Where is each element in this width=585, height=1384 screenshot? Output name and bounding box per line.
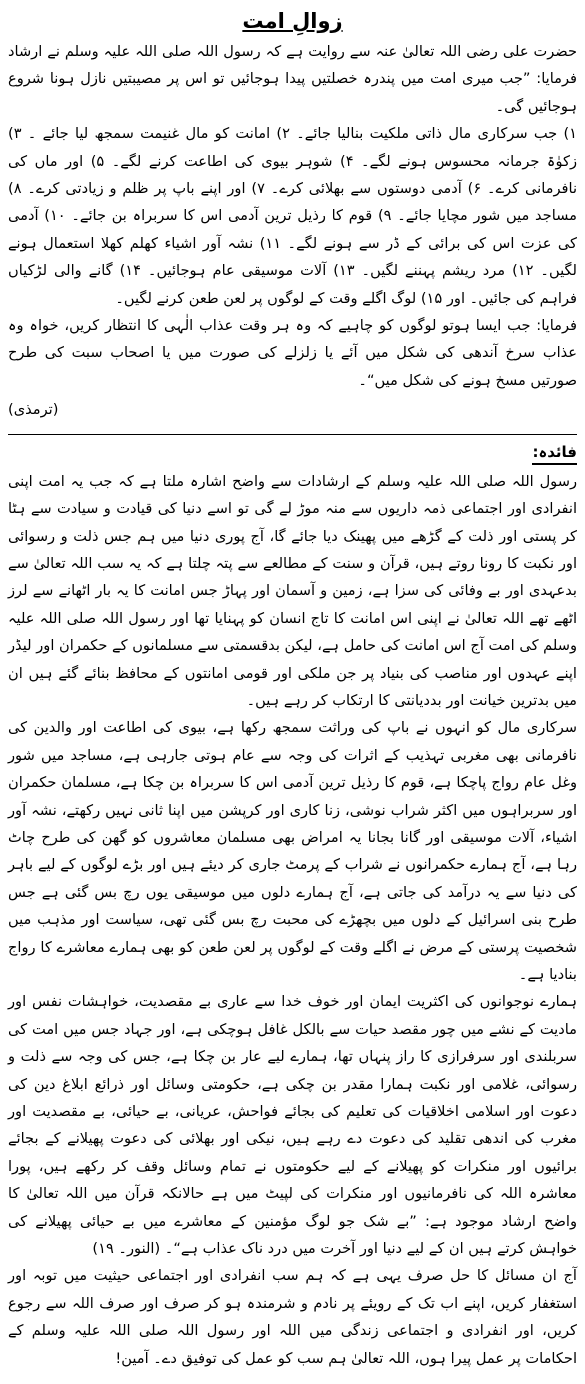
- benefit-heading: فائدہ:: [532, 441, 577, 465]
- hadith-source: (ترمذی): [8, 401, 59, 419]
- benefit-paragraph-2: سرکاری مال کو انہوں نے باپ کی وراثت سمجھ رکھا ہے، بیوی کی اطاعت اور والدین کی نافرمانی بھی مغربی تہذیب کے اثرات کی وجہ سے عام ہوتی جارہی ہے، مساجد میں شور وغل عام رواج پاچکا ہے، قوم کا رذیل ترین آدمی اس کا سربراہ بن چکا ہے، مسلمان حکمران اور سربراہوں میں اکثر شراب نوشی، زنا کاری اور کرپشن میں اپنا ثانی نہیں رکھتے، نشہ آور اشیاء، آلات موسیقی اور گانا بجانا یہ امراض بھی مسلمان معاشروں کو گھن کی طرح چاٹ رہا ہے، آج ہمارے حکمرانوں نے شراب کے پرمٹ جاری کر دیئے ہیں اور بڑے لوگوں کے لیے باہر کی دنیا سے یہ درآمد کی جاتی ہے، آج ہمارے دلوں میں موسیقی یوں رچ بس گئی ہے جس طرح بنی اسرائیل کے دلوں میں بچھڑے کی محبت رچ بس گئی تھی، سیاست اور مذہب میں شخصیت پرستی کے مرض نے اگلے وقت کے لوگوں پر لعن طعن کو بھی ہمارے معاشرے کا رواج بنادیا ہے۔: [8, 719, 577, 983]
- article-title: زوالِ امت: [242, 9, 343, 33]
- benefit-paragraph-4: آج ان مسائل کا حل صرف یہی ہے کہ ہم سب انفرادی اور اجتماعی حیثیت میں توبہ اور استغفار کریں، اپنے اب تک کے رویئے پر نادم و شرمندہ ہو کر صرف اور صرف اللہ سے رجوع کریں، اور انفرادی و اجتماعی زندگی میں اللہ اور رسول اللہ صلی اللہ علیہ وسلم کے احکامات پر عمل پیرا ہوں، اللہ تعالیٰ ہم سب کو عمل کی توفیق دے۔ آمین!: [8, 1267, 577, 1367]
- hadith-warning: فرمایا: جب ایسا ہوتو لوگوں کو چاہیے کہ وہ ہر وقت عذاب الٰہی کا انتظار کریں، خواہ وہ عذاب سرخ آندھی کی شکل میں آئے یا زلزلے کی صورت میں یا اصحاب سبت کی طرح صورتیں مسخ ہونے کی شکل میں“۔: [8, 317, 577, 389]
- section-divider: [8, 434, 577, 435]
- hadith-intro: حضرت علی رضی اللہ تعالیٰ عنہ سے روایت ہے کہ رسول اللہ صلی اللہ علیہ وسلم نے ارشاد فرمایا: ”جب میری امت میں پندرہ خصلتیں پیدا ہوجائیں تو اس پر مصیبتیں نازل ہونا شروع ہوجائیں گی۔: [8, 43, 577, 115]
- benefit-paragraph-3: ہمارے نوجوانوں کی اکثریت ایمان اور خوف خدا سے عاری بے مقصدیت، خواہشات نفس اور مادیت کے نشے میں چور مقصد حیات سے بالکل غافل ہوچکی ہے، اور جہاد جس میں امت کی سربلندی اور سرفرازی کا راز پنہاں تھا، ہمارے لیے عار بن چکا ہے، جس کی وجہ سے ذلت و رسوائی، غلامی اور نکبت ہمارا مقدر بن چکی ہے، حکومتی وسائل اور ذرائع ابلاغ دین کی دعوت اور اسلامی اخلاقیات کی تعلیم کی بجائے فواحش، عریانی، بے حیائی، بے مقصدیت اور مغرب کی اندھی تقلید کی دعوت دے رہے ہیں، نیکی اور بھلائی کی دعوت پھیلانے کے بجائے برائیوں اور منکرات کو پھیلانے کے لیے حکومتوں نے تمام وسائل وقف کر رکھے ہیں، پورا معاشرہ اللہ کی نافرمانیوں اور منکرات کی لپیٹ میں ہے حالانکہ قرآن میں اللہ تعالیٰ کا واضح ارشاد موجود ہے: ”بے شک جو لوگ مؤمنین کے معاشرے میں بے حیائی پھیلانے کی خواہش کرتے ہیں ان کے لیے دنیا اور آخرت میں درد ناک عذاب ہے“۔ (النور۔ ۱۹): [8, 993, 577, 1258]
- benefit-paragraph-1: رسول اللہ صلی اللہ علیہ وسلم کے ارشادات سے واضح اشارہ ملتا ہے کہ جب یہ امت اپنی انفرادی اور اجتماعی ذمہ داریوں سے منہ موڑ لے گی تو اسے دنیا کی قیادت و سیادت سے ہٹا کر پستی اور ذلت کے گڑھے میں پھینک دیا جائے گا، آج پوری دنیا میں ہم جس ذلت و رسوائی اور نکبت کا رونا روتے ہیں، قرآن و سنت کے مطالعے سے پتہ چلتا ہے کہ یہ سب اللہ تعالیٰ سے بدعہدی اور بے وفائی کی سزا ہے، زمین و آسمان اور پہاڑ جس امانت کا یہ بار اٹھانے سے لرز اٹھے تھے اللہ تعالیٰ نے اپنی اس امانت کا تاج انسان کو پہنایا تھا اور رسول اللہ صلی اللہ علیہ وسلم کی امت آج اس امانت کی حامل ہے، لیکن بدقسمتی سے مسلمانوں کے حکمران اور لیڈر اپنے عہدوں اور مناصب کی بنیاد پر جن ملکی اور قومی امانتوں کے محافظ بنائے گئے ہیں ان میں بدترین خیانت اور بددیانتی کا ارتکاب کر رہے ہیں۔: [8, 472, 577, 709]
- hadith-list: ۱) جب سرکاری مال ذاتی ملکیت بنالیا جائے۔ ۲) امانت کو مال غنیمت سمجھ لیا جائے ۔ ۳) زکوٰۃ جرمانہ محسوس ہونے لگے۔ ۴) شوہر بیوی کی اطاعت کرنے لگے۔ ۵) اور ماں کی نافرمانی کرے۔ ۶) آدمی دوستوں سے بھلائی کرے۔ ۷) اور اپنے باپ پر ظلم و زیادتی کرے۔ ۸) مساجد میں شور مچایا جائے۔ ۹) قوم کا رذیل ترین آدمی اس کا سربراہ بن جائے۔ ۱۰) آدمی کی عزت اس کی برائی کے ڈر سے ہونے لگے۔ ۱۱) نشہ آور اشیاء کھلم کھلا استعمال ہونے لگیں۔ ۱۲) مرد ریشم پہننے لگیں۔ ۱۳) آلات موسیقی عام ہوجائیں۔ ۱۴) گانے والی لڑکیاں فراہم کی جائیں۔ اور ۱۵) لوگ اگلے وقت کے لوگوں پر لعن طعن کرنے لگیں۔: [8, 125, 578, 307]
